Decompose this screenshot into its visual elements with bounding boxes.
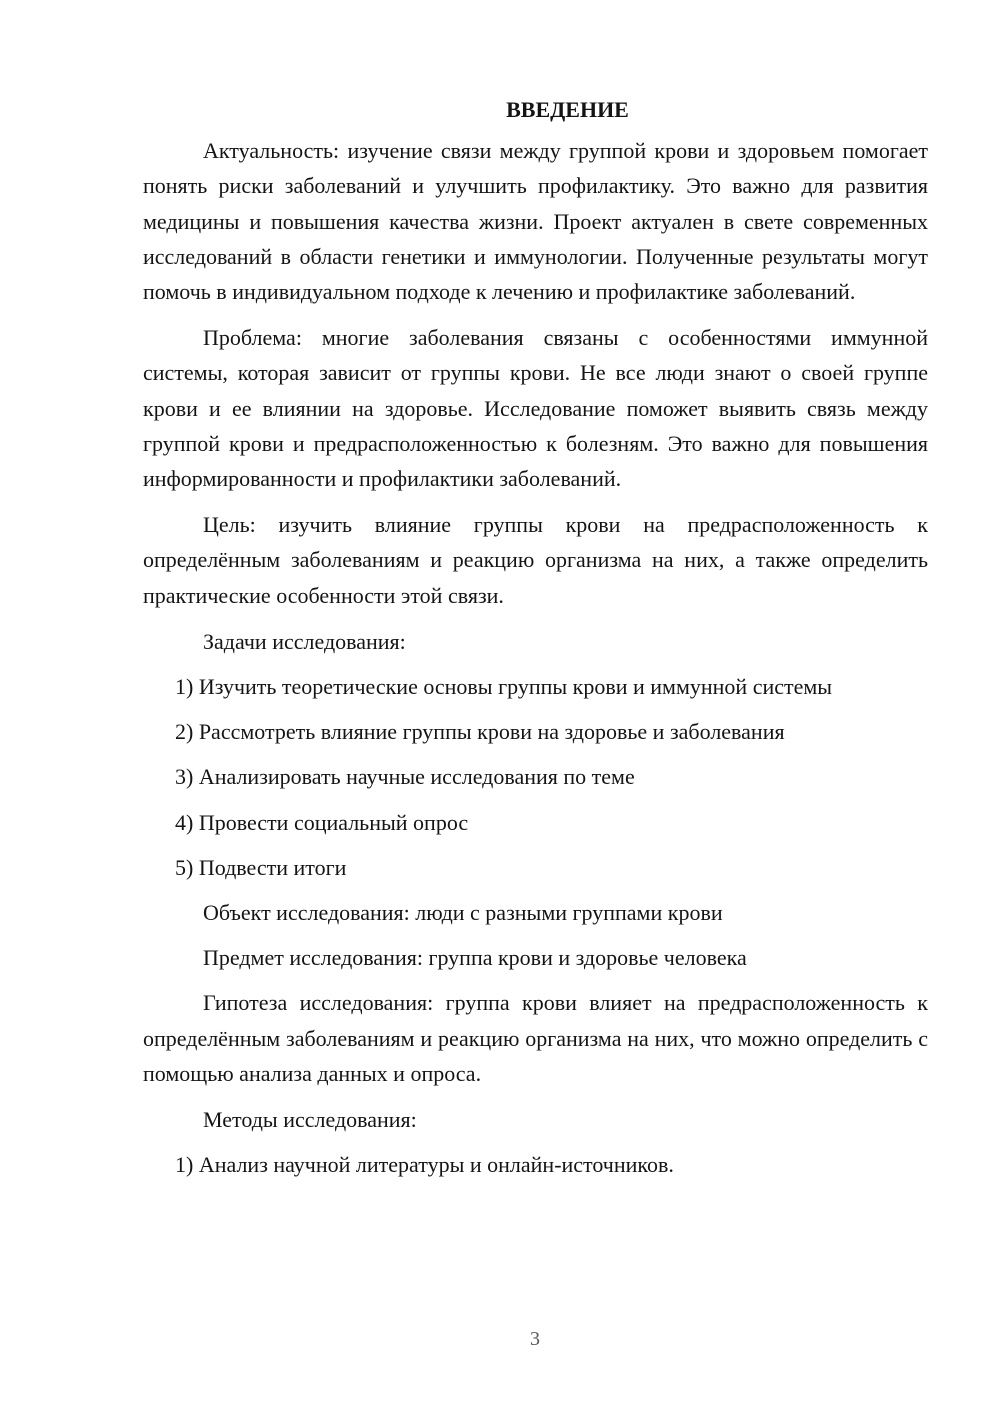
task-item: 2) Рассмотреть влияние группы крови на здоровье и заболевания: [175, 719, 785, 745]
paragraph-hypothesis: Гипотеза исследования: группа крови влияет на предрасположенность к определённым заболеваниям и реакцию организма на них, что можно определить с помощью анализа данных и опроса.: [143, 990, 928, 1086]
paragraph-problem: Проблема: многие заболевания связаны с особенностями иммунной системы, которая зависит от группы крови. Не все люди знают о своей группе крови и ее влиянии на здоровье. Исследование поможет выявить связь между группой крови и предрасположенностью к болезням. Это важно для повышения информированности и профилактики заболеваний.: [143, 325, 928, 492]
task-item: 4) Провести социальный опрос: [175, 809, 469, 835]
methods-title: Методы исследования:: [203, 1107, 417, 1133]
page-number: 3: [530, 1328, 540, 1350]
method-item: 1) Анализ научной литературы и онлайн-источников.: [175, 1152, 674, 1178]
section-heading: ВВЕДЕНИЕ: [506, 97, 629, 122]
research-subject: Предмет исследования: группа крови и здоровье человека: [203, 945, 747, 971]
tasks-title: Задачи исследования:: [203, 628, 406, 654]
page-content: [143, 92, 928, 1192]
task-item: 3) Анализировать научные исследования по теме: [175, 764, 635, 790]
research-object: Объект исследования: люди с разными группами крови: [203, 900, 723, 926]
paragraph-relevance: Актуальность: изучение связи между группой крови и здоровьем помогает понять риски заболеваний и улучшить профилактику. Это важно для развития медицины и повышения качества жизни. Проект актуален в свете современных исследований в области генетики и иммунологии. Полученные результаты могут помочь в индивидуальном подходе к лечению и профилактике заболеваний.: [143, 138, 928, 305]
paragraph-goal: Цель: изучить влияние группы крови на предрасположенность к определённым заболеваниям и реакцию организма на них, а также определить практические особенности этой связи.: [143, 512, 928, 608]
task-item: 5) Подвести итоги: [175, 854, 347, 880]
task-item: 1) Изучить теоретические основы группы крови и иммунной системы: [175, 674, 833, 700]
